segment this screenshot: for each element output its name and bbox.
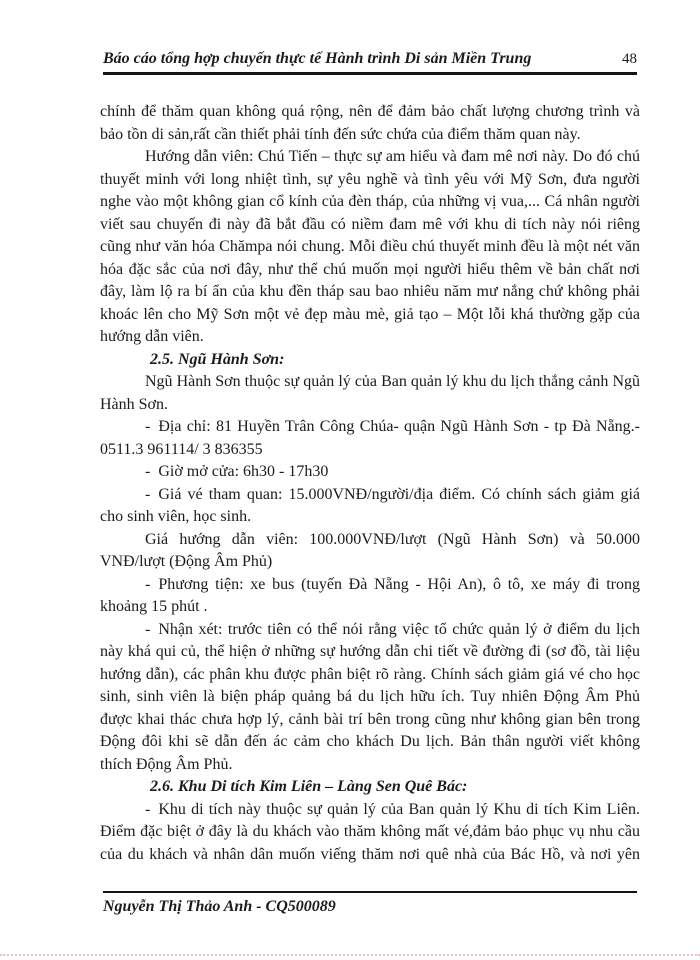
paragraph-transport: - Phương tiện: xe bus (tuyến Đà Nẵng - Hội An), ô tô, xe máy đi trong khoảng 15 phút . bbox=[100, 575, 640, 615]
paragraph-guide-my-son: Hướng dẫn viên: Chú Tiến – thực sự am hiểu và đam mê nơi này. Do đó chú thuyết minh với long nhiệt tình, sự yêu nghề và tình yêu với Mỹ Sơn, đưa người nghe vào một không gian cổ kính của đèn tháp, của những vị vua,... Cá nhân người viết sau chuyến đi này đã bắt đầu có niềm đam mê với khu di tích này nói riêng cũng như văn hóa Chămpa nói chung. Mỗi điều chú thuyết minh đều là một nét văn hóa đặc sắc của nơi đây, như thể chú muốn mọi người hiểu thêm về bản chất nơi đây, làm lộ ra bí ẩn của khu đền tháp sau bao nhiêu năm mư nắng chứ không phải khoác lên cho Mỹ Sơn một vẻ đẹp màu mè, giả tạo – Một lỗi khá thường gặp của hướng dẫn viên. bbox=[100, 148, 640, 345]
footer-author: Nguyễn Thị Thảo Anh - CQ500089 bbox=[103, 898, 336, 915]
document-body bbox=[100, 101, 640, 866]
paragraph-guide-price: Giá hướng dẫn viên: 100.000VNĐ/lượt (Ngũ Hành Sơn) và 50.000 VNĐ/lượt (Động Âm Phủ) bbox=[100, 530, 640, 570]
page-header bbox=[103, 49, 637, 75]
paragraph-opening-hours: - Giờ mở cửa: 6h30 - 17h30 bbox=[145, 463, 329, 480]
section-heading-2-5: 2.5. Ngũ Hành Sơn: bbox=[150, 350, 285, 368]
page-footer bbox=[103, 891, 637, 917]
paragraph-management: Ngũ Hành Sơn thuộc sự quản lý của Ban quản lý khu du lịch thắng cảnh Ngũ Hành Sơn. bbox=[100, 373, 640, 413]
header-page-number: 48 bbox=[622, 51, 637, 67]
paragraph-ticket-price: - Giá vé tham quan: 15.000VNĐ/người/địa điểm. Có chính sách giảm giá cho sinh viên, học sinh. bbox=[100, 485, 640, 525]
paragraph-kim-lien: - Khu di tích này thuộc sự quản lý của Ban quản lý Khu di tích Kim Liên. Điểm đặc biệt ở đây là du khách vào thăm không mất vé,đảm bảo phục vụ nhu cầu của du khách và nhân dân muốn viếng thăm nơi quê nhà của Bác Hồ, và nơi yên bbox=[100, 800, 640, 863]
paragraph-capacity-continuation: chính để thăm quan không quá rộng, nên để đảm bảo chất lượng chương trình và bảo tồn di sản,rất cần thiết phải tính đến sức chứa của điểm thăm quan này. bbox=[100, 103, 640, 143]
page-break-separator bbox=[0, 954, 700, 956]
header-title: Báo cáo tổng hợp chuyến thực tế Hành trình Di sản Miền Trung bbox=[103, 50, 532, 67]
paragraph-remarks: - Nhận xét: trước tiên có thể nói rằng việc tổ chức quản lý ở điểm du lịch này khá qui củ, thể hiện ở những sự hướng dẫn chi tiết về đường đi (sơ đồ, tài liệu hướng dẫn), các phân khu được phân biệt rõ ràng. Chính sách giảm giá vé cho học sinh, sinh viên là biện pháp quảng bá du lịch hữu ích. Tuy nhiên Động Âm Phủ được khai thác chưa hợp lý, cảnh bài trí bên trong cũng như không gian bên trong Động đôi khi sẽ dẫn đến ác cảm cho khách Du lịch. Bản thân người viết không thích Động Âm Phủ. bbox=[100, 620, 640, 773]
paragraph-address: - Địa chỉ: 81 Huyền Trân Công Chúa- quận Ngũ Hành Sơn - tp Đà Nẵng.- 0511.3 961114/ 3 836355 bbox=[100, 418, 640, 458]
section-heading-2-6: 2.6. Khu Di tích Kim Liên – Làng Sen Quê Bác: bbox=[150, 778, 468, 795]
